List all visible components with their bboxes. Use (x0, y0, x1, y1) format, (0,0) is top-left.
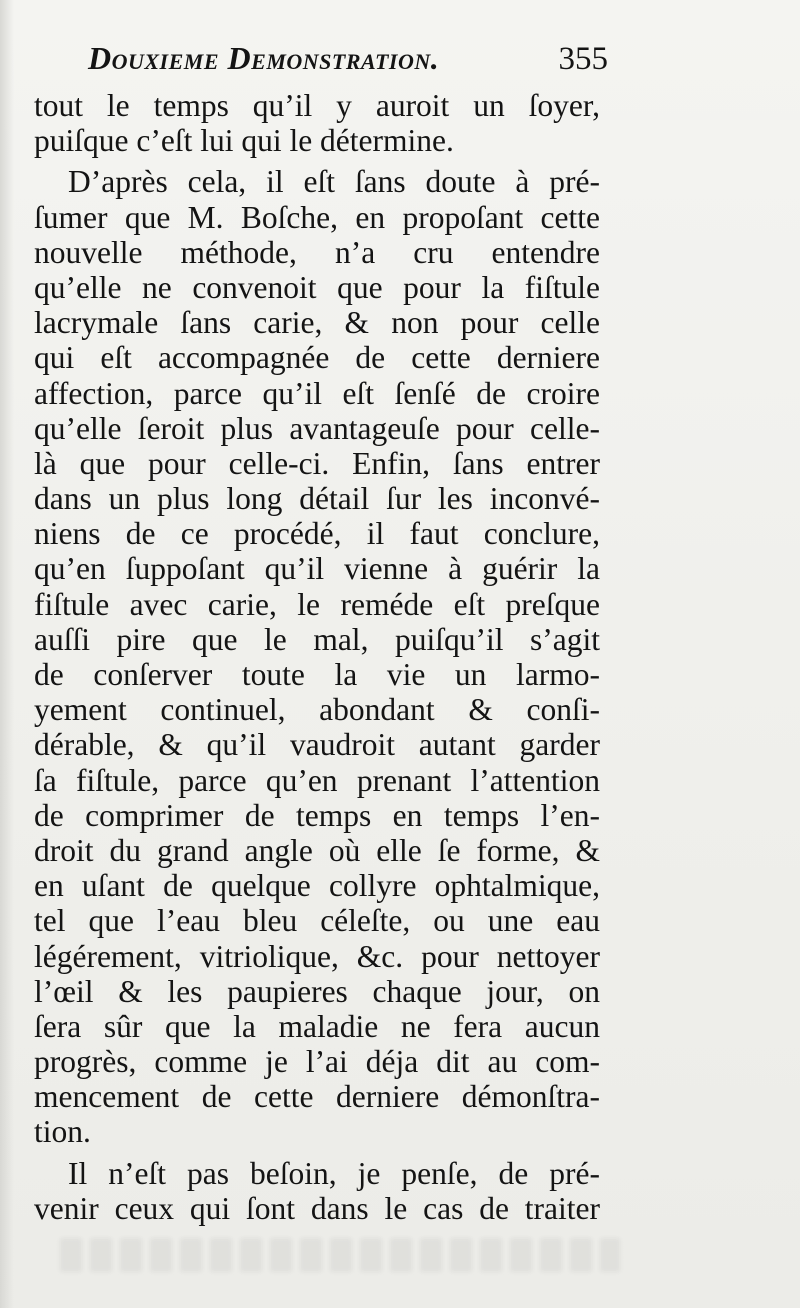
paragraph (34, 88, 600, 158)
text-line: yement continuel, abondant & conſi- (34, 692, 600, 728)
paragraph (34, 1156, 600, 1226)
text-line: D’après cela, il eſt ſans doute à pré- (68, 164, 600, 200)
text-line: fiſtule avec carie, le reméde eſt preſque (34, 586, 600, 622)
paragraph (34, 164, 600, 1149)
text-line: progrès, comme je l’ai déja dit au com- (34, 1044, 600, 1080)
text-line: tout le temps qu’il y auroit un ſoyer, (34, 88, 600, 123)
text-line: dérable, & qu’il vaudroit autant garder (34, 727, 600, 763)
text-line: qui eſt accompagnée de cette derniere (34, 340, 600, 376)
text-line: ſera sûr que la maladie ne fera aucun (34, 1008, 600, 1044)
text-line: dans un plus long détail ſur les inconvé- (34, 481, 600, 517)
text-line: tion. (34, 1114, 91, 1150)
page-number: 355 (558, 41, 608, 77)
text-line: tel que l’eau bleu céleſte, ou une eau (34, 903, 600, 939)
text-line: nouvelle méthode, n’a cru entendre (34, 234, 600, 270)
text-line: ſumer que M. Boſche, en propoſant cette (34, 199, 600, 235)
running-head: Douxieme Demonstration. (88, 40, 440, 76)
text-line: de conſerver toute la vie un larmo- (34, 657, 600, 692)
text-line: là que pour celle-ci. Enfin, ſans entrer (34, 445, 600, 481)
text-line: qu’elle ſeroit plus avantageuſe pour celle- (34, 410, 600, 446)
text-line: qu’en ſuppoſant qu’il vienne à guérir la (34, 551, 600, 587)
text-line: puiſque c’eſt lui qui le détermine. (34, 123, 454, 159)
text-line: l’œil & les paupieres chaque jour, on (34, 973, 600, 1009)
text-line: droit du grand angle où elle ſe forme, & (34, 832, 600, 868)
text-line: affection, parce qu’il eſt ſenſé de croire (34, 375, 600, 411)
show-through-text (60, 1238, 620, 1272)
body-text (34, 88, 600, 1226)
text-line: qu’elle ne convenoit que pour la fiſtule (34, 269, 600, 305)
text-line: légérement, vitriolique, &c. pour nettoyer (34, 938, 600, 974)
text-line: venir ceux qui ſont dans le cas de traiter (34, 1190, 600, 1226)
text-line: auſſi pire que le mal, puiſqu’il s’agit (34, 621, 600, 657)
text-line: Il n’eſt pas beſoin, je penſe, de pré- (68, 1155, 600, 1191)
text-line: de comprimer de temps en temps l’en- (34, 797, 600, 833)
text-line: en uſant de quelque collyre ophtalmique, (34, 868, 600, 904)
text-line: mencement de cette derniere démonſtra- (34, 1079, 600, 1115)
text-line: ſa fiſtule, parce qu’en prenant l’attention (34, 762, 600, 798)
text-line: lacrymale ſans carie, & non pour celle (34, 305, 600, 341)
text-line: niens de ce procédé, il faut conclure, (34, 516, 600, 552)
page-header (88, 40, 608, 86)
